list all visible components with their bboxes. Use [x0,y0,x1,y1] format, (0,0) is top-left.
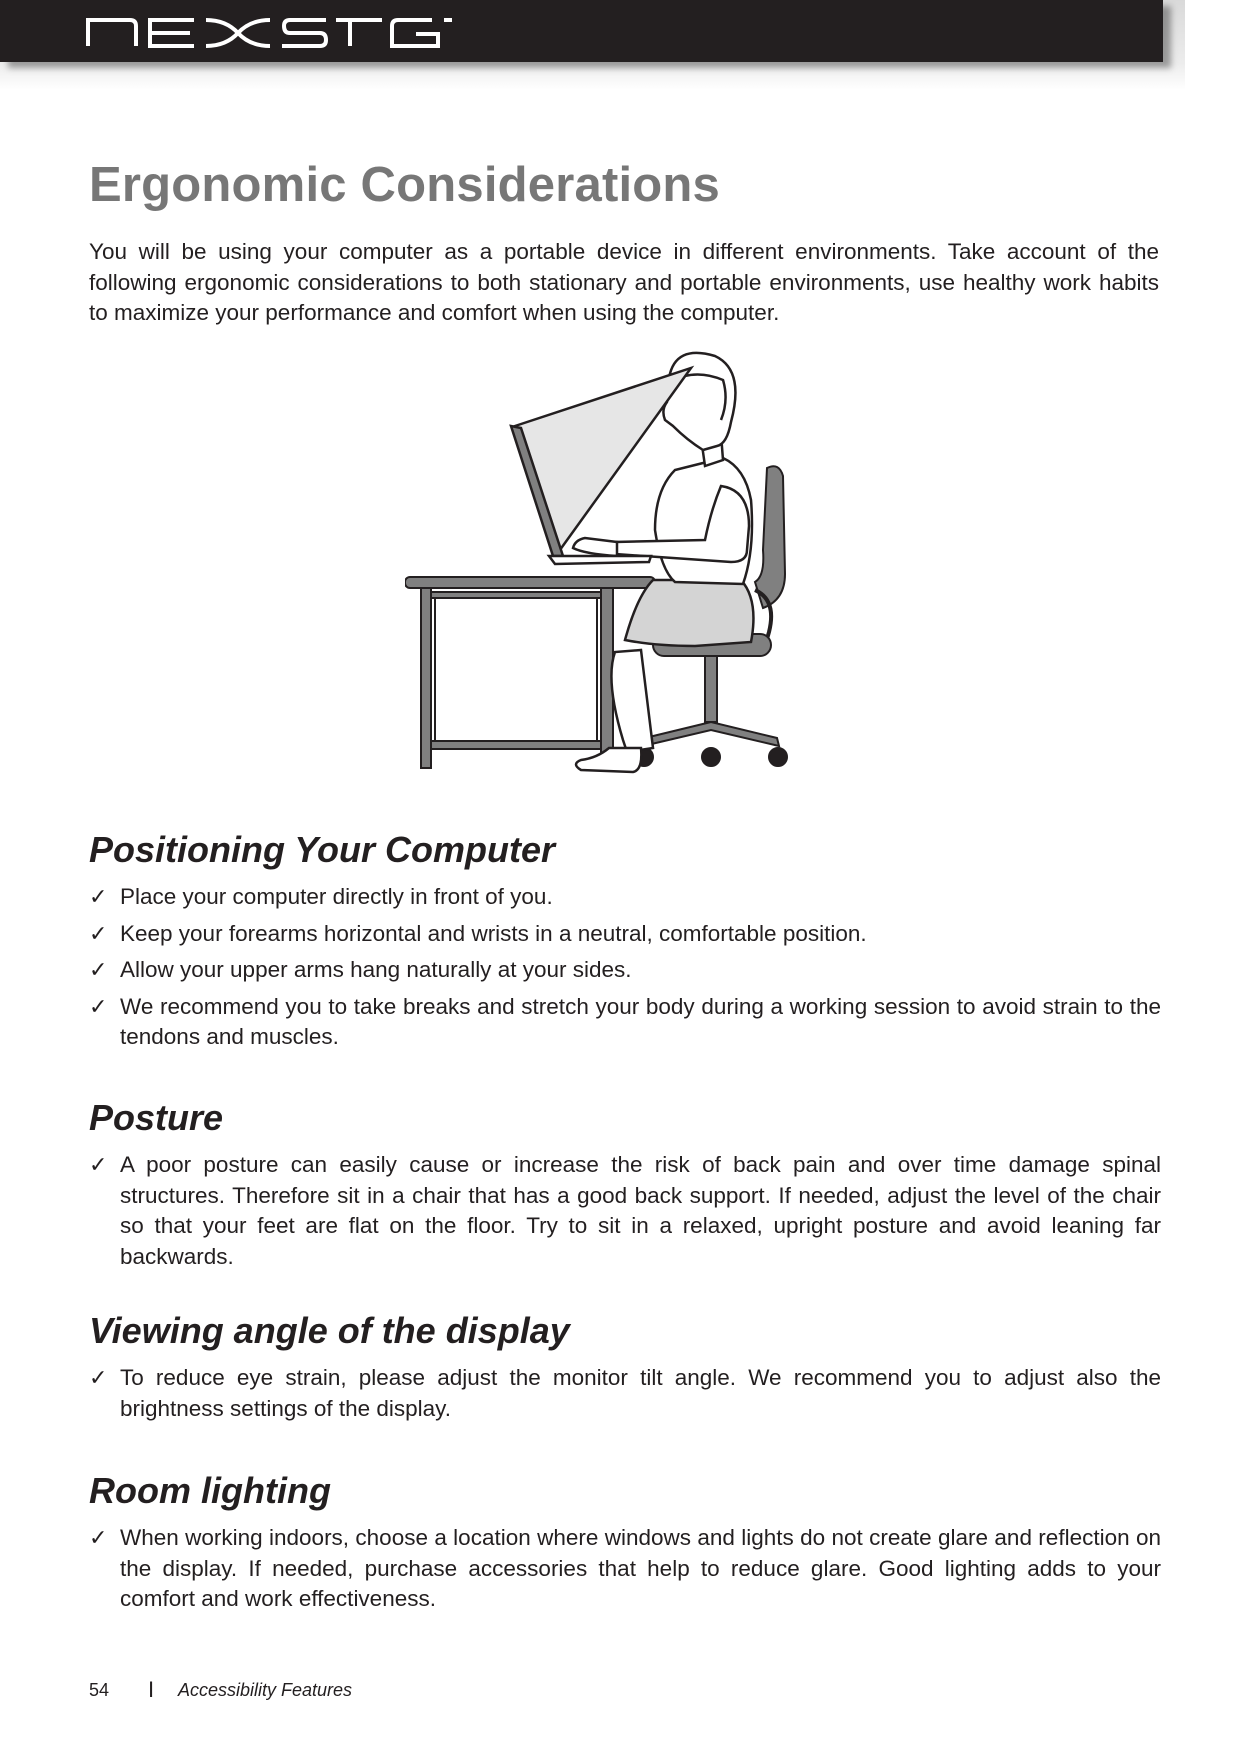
checkmark-icon: ✓ [89,993,108,1019]
header-bar [0,0,1163,62]
section-heading: Posture [89,1097,224,1138]
checkmark-icon: ✓ [89,884,108,909]
positioning-list [89,882,1161,1053]
section-posture [89,1096,1161,1278]
checkmark-icon: ✓ [89,1152,108,1177]
ergonomic-posture-illustration [405,350,845,782]
section-room-lighting [89,1469,1161,1621]
list-item: ✓ To reduce eye strain, please adjust the monitor tilt angle. We recommend you to adjust also the brightness settings of the display. [89,1365,1161,1421]
checkmark-icon: ✓ [89,1525,108,1550]
section-viewing-angle [89,1309,1161,1430]
footer-separator: I [148,1677,155,1702]
checkmark-icon: ✓ [89,957,108,982]
checkmark-icon: ✓ [89,920,108,946]
list-item: ✓ When working indoors, choose a location where windows and lights do not create glare and reflection on the display. If needed, purchase accessories that help to reduce glare. Good lighting adds to your comfort and work effectiveness. [89,1525,1161,1611]
viewing-list [89,1363,1161,1424]
page-title: Ergonomic Considerations [89,158,720,212]
page-footer [89,1677,589,1707]
list-item: ✓ Allow your upper arms hang naturally at your sides. [89,955,1161,986]
nexstgo-logo-icon [86,14,452,48]
section-positioning [89,828,1161,1059]
posture-list [89,1150,1161,1272]
section-heading: Viewing angle of the display [89,1310,570,1351]
list-item: ✓ Place your computer directly in front of you. [89,882,1161,913]
section-heading: Room lighting [89,1470,331,1511]
checkmark-icon: ✓ [89,1365,108,1390]
list-item: ✓ A poor posture can easily cause or increase the risk of back pain and over time damage spinal structures. Therefore sit in a chair that has a good back support. If needed, adjust the level of the chair so that your feet are flat on the floor. Try to sit in a relaxed, upright posture and avoid leaning far backwards. [89,1152,1161,1269]
section-heading: Positioning Your Computer [89,829,555,870]
list-item: ✓ Keep your forearms horizontal and wrists in a neutral, comfortable position. [89,919,1161,950]
footer-section-name: Accessibility Features [178,1680,353,1700]
lighting-list [89,1523,1161,1615]
intro-paragraph: You will be using your computer as a portable device in different environments. Take account of the following ergonomic considerations to both stationary and portable environments, use healthy work habits to maximize your performance and comfort when using the computer. [89,239,1159,325]
page-number: 54 [89,1680,110,1700]
list-item: ✓ We recommend you to take breaks and stretch your body during a working session to avoid strain to the tendons and muscles. [89,993,1161,1049]
